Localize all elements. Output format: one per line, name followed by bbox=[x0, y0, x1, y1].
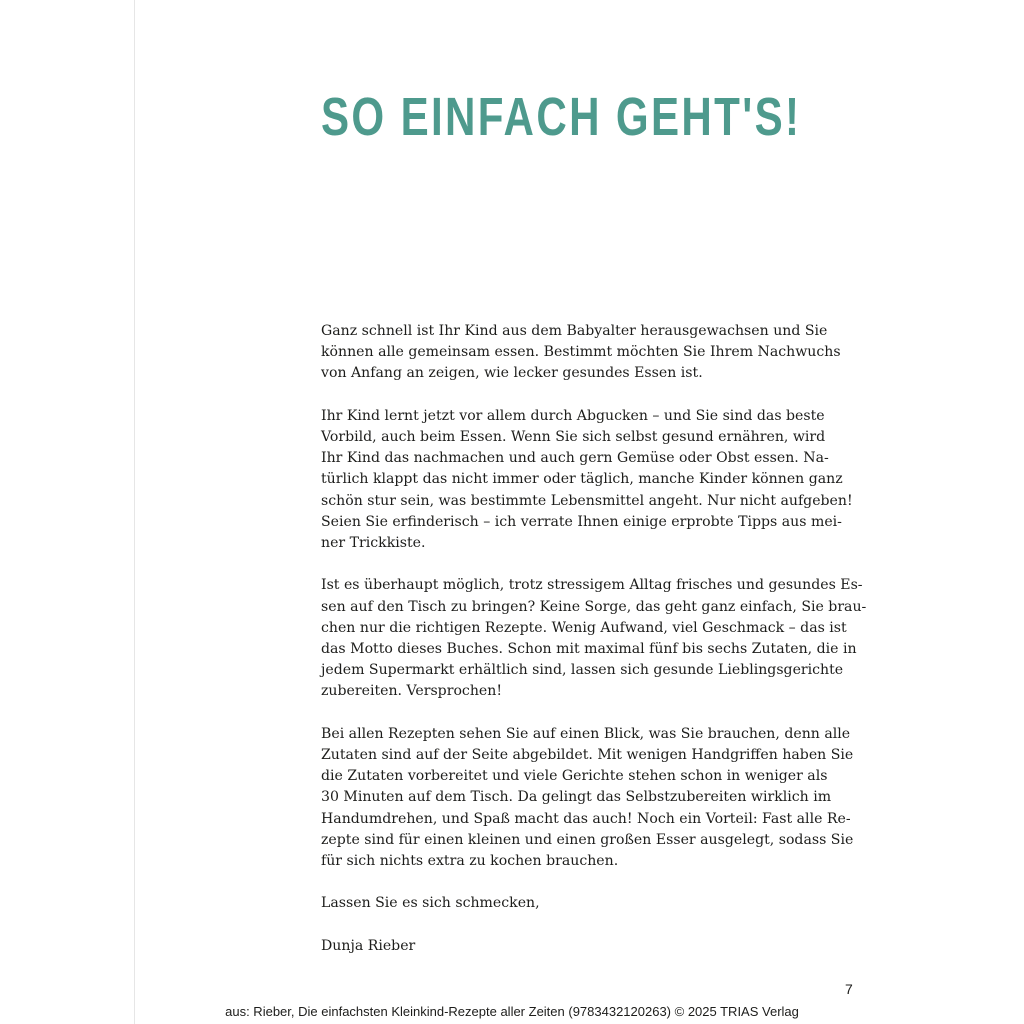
text-line: Ganz schnell ist Ihr Kind aus dem Babyalter herausgewachsen und Sie bbox=[321, 323, 828, 339]
text-line: von Anfang an zeigen, wie lecker gesundes Essen ist. bbox=[321, 365, 703, 382]
text-line: ner Trickkiste. bbox=[321, 535, 426, 552]
page-title: SO EINFACH GEHT'S! bbox=[321, 87, 802, 147]
text-line: das Motto dieses Buches. Schon mit maximal fünf bis sechs Zutaten, die in bbox=[321, 641, 857, 658]
text-line: chen nur die richtigen Rezepte. Wenig Aufwand, viel Geschmack – das ist bbox=[321, 619, 847, 636]
page-gutter-divider bbox=[134, 0, 135, 1024]
page-number: 7 bbox=[845, 981, 853, 997]
paragraph bbox=[321, 724, 854, 872]
body-text bbox=[321, 321, 867, 978]
source-citation: aus: Rieber, Die einfachsten Kleinkind-Rezepte aller Zeiten (9783432120263) © 2025 TRIAS Verlag bbox=[225, 1004, 799, 1019]
text-line: die Zutaten vorbereitet und viele Gerichte stehen schon in weniger als bbox=[321, 768, 828, 785]
text-line: Dunja Rieber bbox=[321, 937, 416, 954]
text-line: für sich nichts extra zu kochen brauchen. bbox=[321, 853, 619, 870]
text-line: zepte sind für einen kleinen und einen großen Esser ausgelegt, sodass Sie bbox=[321, 831, 854, 848]
text-line: Lassen Sie es sich schmecken, bbox=[321, 895, 540, 912]
text-line: Seien Sie erfinderisch – ich verrate Ihnen einige erprobte Tipps aus mei- bbox=[321, 513, 842, 530]
text-line: Handumdrehen, und Spaß macht das auch! Noch ein Vorteil: Fast alle Re- bbox=[321, 810, 851, 827]
paragraph bbox=[321, 575, 867, 702]
text-line: Ist es überhaupt möglich, trotz stressigem Alltag frisches und gesundes Es- bbox=[321, 577, 863, 594]
text-line: Vorbild, auch beim Essen. Wenn Sie sich selbst gesund ernähren, wird bbox=[321, 429, 826, 445]
text-line: Ihr Kind lernt jetzt vor allem durch Abgucken – und Sie sind das beste bbox=[321, 407, 825, 424]
text-line: 30 Minuten auf dem Tisch. Da gelingt das Selbstzubereiten wirklich im bbox=[321, 789, 832, 806]
text-line: schön stur sein, was bestimmte Lebensmittel angeht. Nur nicht aufgeben! bbox=[321, 492, 853, 509]
text-line: Bei allen Rezepten sehen Sie auf einen Blick, was Sie brauchen, denn alle bbox=[321, 725, 851, 742]
text-line: können alle gemeinsam essen. Bestimmt möchten Sie Ihrem Nachwuchs bbox=[321, 344, 841, 361]
text-line: zubereiten. Versprochen! bbox=[321, 683, 502, 700]
text-line: türlich klappt das nicht immer oder täglich, manche Kinder können ganz bbox=[321, 471, 843, 488]
paragraph bbox=[321, 321, 841, 385]
text-line: jedem Supermarkt erhältlich sind, lassen sich gesunde Lieblingsgerichte bbox=[321, 662, 844, 679]
paragraph bbox=[321, 406, 853, 554]
text-line: Zutaten sind auf der Seite abgebildet. Mit wenigen Handgriffen haben Sie bbox=[321, 747, 854, 764]
author-signature bbox=[321, 936, 841, 957]
text-line: sen auf den Tisch zu bringen? Keine Sorge, das geht ganz einfach, Sie brau- bbox=[321, 598, 867, 615]
text-line: Ihr Kind das nachmachen und auch gern Gemüse oder Obst essen. Na- bbox=[321, 450, 829, 467]
closing-line bbox=[321, 893, 841, 914]
